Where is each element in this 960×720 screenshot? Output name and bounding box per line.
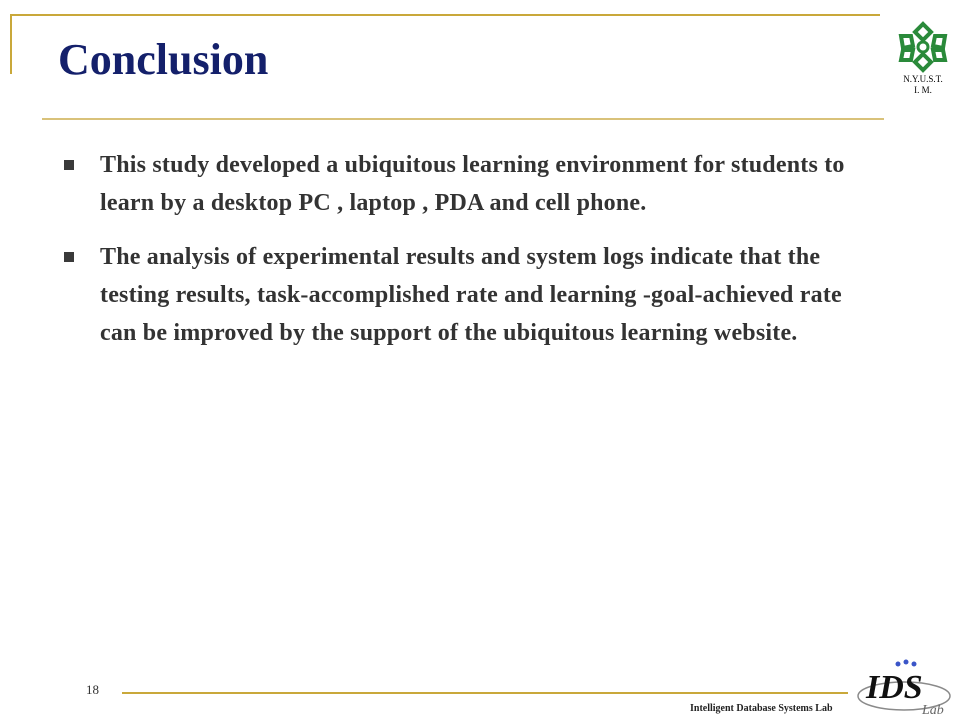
frame-top-border [10,14,880,16]
footer-lab-label: Intelligent Database Systems Lab [690,703,833,714]
bullet-text: This study developed a ubiquitous learning environment for students to learn by a desktop PC , laptop , PDA and cell phone. [100,152,845,216]
bullet-list [62,146,882,368]
square-bullet-icon [64,160,74,170]
nyust-logo [888,20,958,106]
ids-logo-text: IDS [866,669,923,706]
logo-line2: I. M. [914,85,932,95]
logo-line1: N.Y.U.S.T. [903,74,943,84]
ids-lab-logo-icon [852,656,956,718]
frame-left-border [10,14,12,74]
ids-logo-subtext: Lab [922,703,944,718]
square-bullet-icon [64,252,74,262]
slide-title: Conclusion [58,35,269,84]
footer-divider [122,692,848,694]
nyust-emblem-icon [893,20,953,74]
bullet-text: The analysis of experimental results and system logs indicate that the testing results, task-accomplished rate and learning -goal-achieved rate can be improved by the support of the ubiquitous learning website. [100,244,842,346]
bullet-item [62,146,882,222]
bullet-item [62,238,882,352]
title-divider [42,118,884,120]
page-number: 18 [86,682,99,697]
